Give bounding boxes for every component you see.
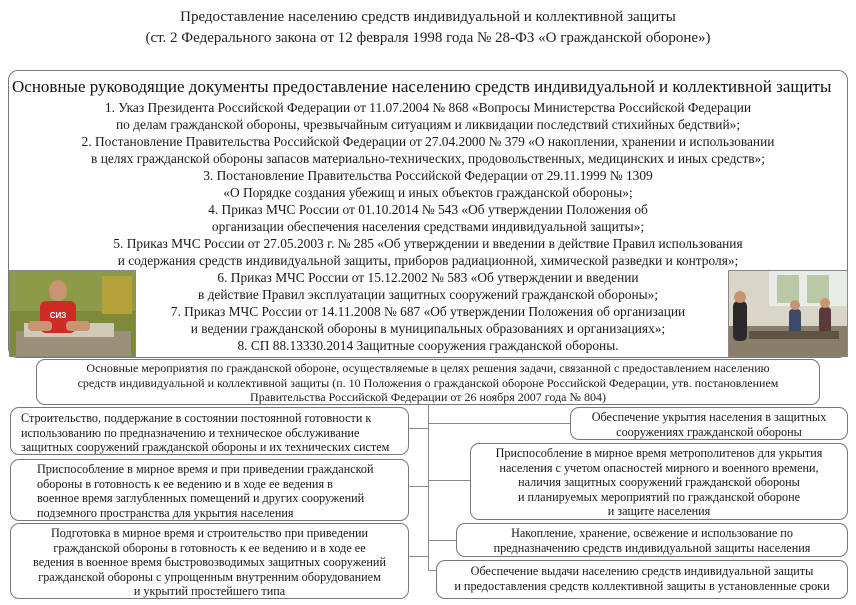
measure-line: населения с учетом опасностей мирного и военного времени,	[499, 460, 819, 475]
measure-line: и укрытий простейшего типа	[133, 584, 286, 599]
measure-line: сооружениях гражданской обороны	[616, 424, 802, 439]
measure-line: и предоставления средств коллективной защиты в установленные сроки	[454, 578, 830, 593]
measure-line: и планируемых мероприятий по гражданской обороне	[517, 489, 800, 504]
measure-line: Строительство, поддержание в состоянии постоянной готовности к	[21, 411, 372, 425]
measure-box-ppe-storage	[456, 523, 848, 557]
document-line: 3. Постановление Правительства Российской Федерации от 29.11.1999 № 1309	[203, 168, 653, 183]
measure-line: Обеспечение укрытия населения в защитных	[591, 410, 827, 424]
measure-line: защитных сооружений гражданской обороны и их технических систем	[21, 440, 390, 455]
measure-line: Приспособление в мирное время метрополитенов для укрытия	[495, 446, 823, 460]
measure-line: использованию по предназначению и техническое обслуживание	[21, 425, 360, 440]
measure-line: Приспособление в мирное время и при приведении гражданской	[37, 462, 374, 476]
connector-trunk	[428, 405, 429, 570]
document-line: 8. СП 88.13330.2014 Защитные сооружения гражданской обороны.	[237, 338, 619, 353]
photo-instructor	[9, 270, 136, 357]
connector-right-2	[428, 480, 470, 481]
document-line: и содержания средств индивидуальной защиты, приборов радиационной, химической разведки и контроля»;	[117, 253, 739, 268]
document-line: «О Порядке создания убежищ и иных объектов гражданской обороны»;	[223, 185, 633, 200]
document-line: 2. Постановление Правительства Российской Федерации от 27.04.2000 № 379 «О накоплении, хранении и использовании	[81, 134, 775, 149]
documents-heading: Основные руководящие документы предоставление населению средств индивидуальной и коллективной защиты	[12, 77, 832, 96]
connector-left-2	[409, 486, 428, 487]
measure-box-metro	[470, 443, 848, 520]
photo-class	[728, 270, 848, 357]
photo-class-image	[729, 271, 848, 357]
measure-line: подземного пространства для укрытия населения	[37, 505, 294, 520]
measure-line: наличия защитных сооружений гражданской обороны	[518, 475, 800, 490]
document-line: и ведении гражданской обороны в муниципальных образованиях и организациях»;	[190, 321, 666, 336]
measure-box-adaptation	[10, 459, 409, 521]
page-title: Предоставление населению средств индивидуальной и коллективной защиты	[180, 9, 676, 25]
document-line: 5. Приказ МЧС России от 27.05.2003 г. № 285 «Об утверждении и введении в действие Правил использования	[113, 236, 743, 251]
measure-line: Подготовка в мирное время и строительство при приведении	[50, 526, 369, 540]
main-measures-box	[36, 359, 820, 405]
connector-right-3	[428, 540, 456, 541]
measure-line: ведения в военное время быстровозводимых защитных сооружений	[33, 555, 386, 570]
connector-left-1	[409, 428, 428, 429]
connector-left-3	[409, 556, 428, 557]
document-line: по делам гражданской обороны, чрезвычайным ситуациям и ликвидации последствий стихийных бедствий»;	[115, 117, 741, 132]
shirt-text: СИЗ	[49, 311, 67, 320]
main-measures-line: Основные мероприятия по гражданской обороне, осуществляемые в целях решения задачи, связанной с предоставлением населению	[86, 361, 770, 375]
document-line: в целях гражданской обороны запасов материально-технических, продовольственных, медицинских и иных средств»;	[91, 151, 765, 166]
main-measures-line: Правительства Российской Федерации от 26 ноября 2007 года № 804)	[250, 390, 606, 405]
document-line: 1. Указ Президента Российской Федерации от 11.07.2004 № 868 «Вопросы Министерства Российской Федерации	[104, 100, 752, 115]
document-line: 7. Приказ МЧС России от 14.11.2008 № 687 «Об утверждении Положения об организации	[170, 304, 686, 319]
measure-line: предназначению средств индивидуальной защиты населения	[493, 540, 811, 555]
measure-line: и защите населения	[607, 504, 711, 519]
measure-line: военное время заглубленных помещений и других сооружений	[37, 491, 365, 506]
measure-box-shelter-provision	[570, 407, 848, 440]
document-line: организации обеспечения населения средствами индивидуальной защиты»;	[211, 219, 645, 234]
connector-right-4	[428, 570, 436, 571]
document-line: 6. Приказ МЧС России от 15.12.2002 № 583 «Об утверждении и введении	[217, 270, 639, 285]
connector-right-1	[428, 423, 570, 424]
measure-line: Обеспечение выдачи населению средств индивидуальной защиты	[470, 564, 814, 578]
page-subtitle: (ст. 2 Федерального закона от 12 февраля 1998 года № 28-ФЗ «О гражданской обороне»)	[145, 30, 711, 46]
measure-box-issuance	[436, 560, 848, 599]
measure-line: гражданской обороны в готовность к ее ведению и в ходе ее	[53, 540, 366, 555]
measure-box-construction	[10, 407, 409, 455]
measure-line: обороны в готовность к ее ведению и в ходе ее ведения в	[37, 476, 333, 491]
measure-box-prefab-shelters	[10, 523, 409, 599]
photo-instructor-image	[10, 271, 136, 357]
document-line: в действие Правил эксплуатации защитных сооружений гражданской обороны»;	[197, 287, 659, 302]
document-line: 4. Приказ МЧС России от 01.10.2014 № 543 «Об утверждении Положения об	[208, 202, 648, 217]
measure-line: гражданской обороны с упрощенным внутренним оборудованием	[38, 569, 381, 584]
measure-line: Накопление, хранение, освежение и использование по	[511, 526, 793, 540]
main-measures-line: средств индивидуальной и коллективной защиты (п. 10 Положения о гражданской обороне Российской Федерации, утв. постановлением	[77, 375, 779, 390]
